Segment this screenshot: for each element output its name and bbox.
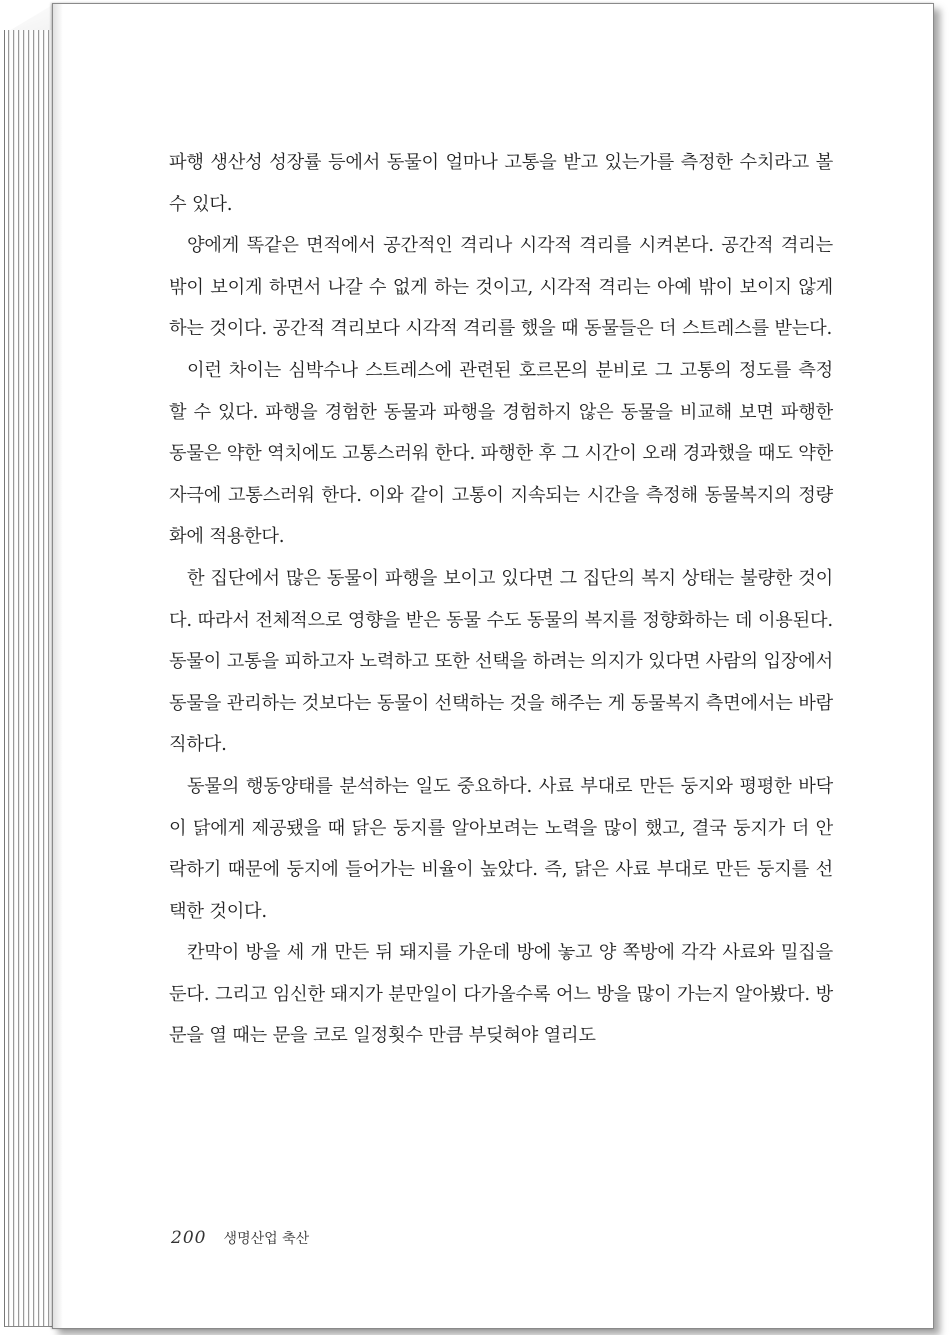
body-text: [169, 142, 833, 1057]
page-gutter-shadow: [53, 4, 63, 1328]
paragraph-6: 칸막이 방을 세 개 만든 뒤 돼지를 가운데 방에 놓고 양 쪽방에 각각 사료와 밀집을 둔다. 그리고 임신한 돼지가 분만일이 다가올수록 어느 방을 많이 가는지 알아봤다. 방문을 열 때는 문을 코로 일정횟수 만큼 부딪혀야 열리도: [169, 942, 833, 1047]
paragraph-3: 이런 차이는 심박수나 스트레스에 관련된 호르몬의 분비로 그 고통의 정도를 측정할 수 있다. 파행을 경험한 동물과 파행을 경험하지 않은 동물을 비교해 보면 파행한 동물은 약한 역치에도 고통스러워 한다. 파행한 후 그 시간이 오래 경과했을 때도 약한 자극에 고통스러워 한다. 이와 같이 고통이 지속되는 시간을 측정해 동물복지의 정량화에 적용한다.: [169, 359, 833, 548]
paragraph-5: 동물의 행동양태를 분석하는 일도 중요하다. 사료 부대로 만든 둥지와 평평한 바닥이 닭에게 제공됐을 때 닭은 둥지를 알아보려는 노력을 많이 했고, 결국 둥지가 더 안락하기 때문에 둥지에 들어가는 비율이 높았다. 즉, 닭은 사료 부대로 만든 둥지를 선택한 것이다.: [169, 775, 833, 922]
paragraph-1: 파행 생산성 성장률 등에서 동물이 얼마나 고통을 받고 있는가를 측정한 수치라고 볼 수 있다.: [169, 152, 833, 215]
book-page: [52, 3, 934, 1329]
book-title: 생명산업 축산: [223, 1231, 310, 1247]
page-stack-edges: [4, 30, 55, 1327]
paragraph-4: 한 집단에서 많은 동물이 파행을 보이고 있다면 그 집단의 복지 상태는 불량한 것이다. 따라서 전체적으로 영향을 받은 동물 수도 동물의 복지를 정향화하는 데 이용된다. 동물이 고통을 피하고자 노력하고 또한 선택을 하려는 의지가 있다면 사람의 입장에서 동물을 관리하는 것보다는 동물이 선택하는 것을 해주는 게 동물복지 측면에서는 바람직하다.: [169, 567, 833, 756]
page-number: 200: [171, 1228, 207, 1248]
page-footer: [171, 1228, 309, 1248]
paragraph-2: 양에게 똑같은 면적에서 공간적인 격리나 시각적 격리를 시켜본다. 공간적 격리는 밖이 보이게 하면서 나갈 수 없게 하는 것이고, 시각적 격리는 아예 밖이 보이지 않게 하는 것이다. 공간적 격리보다 시각적 격리를 했을 때 동물들은 더 스트레스를 받는다.: [169, 235, 833, 340]
